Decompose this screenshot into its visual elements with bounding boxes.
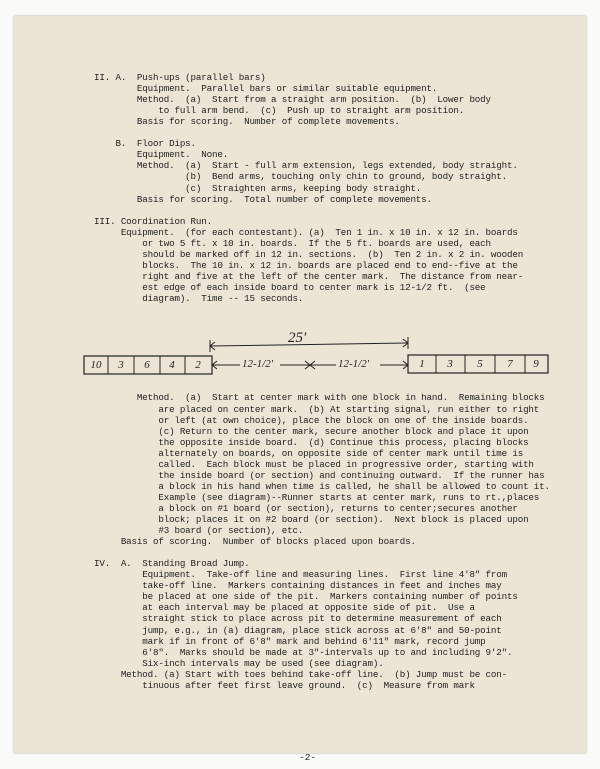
text-line: mark if in front of 6'8" mark and behind 6'11" mark, record jump <box>94 635 486 647</box>
text-line: take-off line. Markers containing distances in feet and inches may <box>94 580 502 592</box>
text-line: Method. (a) Start with toes behind take-off line. (b) Jump must be con- <box>94 668 507 680</box>
text-line: Equipment. None. <box>94 149 229 161</box>
left-board-label: 10 <box>90 359 102 371</box>
text-line: blocks. The 10 in. x 12 in. boards are placed end to end--five at the <box>94 259 518 271</box>
text-line: a block on #1 board (or section), returns to center;secures another <box>94 502 518 514</box>
right-board-label: 1 <box>419 358 425 370</box>
text-line: should be marked off in 12 in. sections. (b) Ten 2 in. x 2 in. wooden <box>94 248 524 260</box>
left-board-label: 2 <box>195 359 201 371</box>
right-board-label: 3 <box>447 358 453 370</box>
text-line: the inside board (or section) and continuing outward. If the runner has <box>94 469 545 481</box>
left-board-label: 4 <box>169 359 175 371</box>
text-line: straight stick to place across pit to determine measurement of each <box>94 613 502 625</box>
overall-distance-label: 25' <box>288 330 307 346</box>
text-line: est edge of each inside board to center mark is 12-1/2 ft. (see <box>94 281 486 293</box>
text-line: block; places it on #2 board (or section). Next block is placed upon <box>94 514 529 525</box>
right-board-label: 5 <box>477 358 483 370</box>
text-line: Basis for scoring. Number of complete movements. <box>94 116 400 128</box>
left-board-label: 6 <box>144 359 150 371</box>
left-board-label: 3 <box>118 359 124 371</box>
text-line: be placed at one side of the pit. Markers containing number of points <box>94 591 518 603</box>
page-number: -2- <box>299 752 317 763</box>
text-line: at each interval may be placed at opposite side of pit. Use a <box>94 602 475 614</box>
text-line: tinuous after feet first leave ground. (c) Measure from mark <box>94 679 475 691</box>
text-line: III. Coordination Run. <box>94 215 212 227</box>
text-line: a block in his hand when time is called, he shall be allowed to count it. <box>94 480 550 492</box>
text-line: IV. A. Standing Broad Jump. <box>94 558 250 570</box>
text-line: Method. (a) Start at center mark with one block in hand. Remaining blocks <box>94 392 545 404</box>
coordination-run-diagram <box>74 332 574 392</box>
left-gap-label: 12-1/2' <box>242 358 274 370</box>
text-line: Basis for scoring. Total number of complete movements. <box>94 193 432 205</box>
text-line: Equipment. Take-off line and measuring lines. First line 4'8" from <box>94 569 507 581</box>
text-line: Example (see diagram)--Runner starts at center mark, runs to rt.,places <box>94 491 540 503</box>
text-line: right and five at the left of the center mark. The distance from near- <box>94 270 524 282</box>
text-line: alternately on boards, on opposite side of center mark until time is <box>94 447 524 459</box>
text-line: Method. (a) Start from a straight arm position. (b) Lower body <box>94 94 491 106</box>
text-line: or two 5 ft. x 10 in. boards. If the 5 ft. boards are used, each <box>94 237 491 249</box>
text-line: diagram). Time -- 15 seconds. <box>94 293 304 304</box>
text-line: to full arm bend. (c) Push up to straight arm position. <box>94 105 465 117</box>
overall-dimension-line <box>210 343 408 346</box>
text-line: Method. (a) Start - full arm extension, legs extended, body straight. <box>94 160 518 172</box>
right-board-label: 7 <box>507 358 513 370</box>
text-line: are placed on center mark. (b) At starting signal, run either to right <box>94 403 540 415</box>
text-line: (c) Straighten arms, keeping body straight. <box>94 182 422 194</box>
text-line: jump, e.g., in (a) diagram, place stick across at 6'8" and 50-point <box>94 624 502 636</box>
text-line: B. Floor Dips. <box>94 138 196 150</box>
text-line: II. A. Push-ups (parallel bars) <box>94 72 266 83</box>
text-line: (b) Bend arms, touching only chin to ground, body straight. <box>94 171 507 183</box>
right-gap-label: 12-1/2' <box>338 358 370 370</box>
document-page <box>14 16 586 763</box>
text-line: Equipment. Parallel bars or similar suitable equipment. <box>94 83 438 95</box>
text-line: (c) Return to the center mark, secure another block and place it upon <box>94 425 529 437</box>
text-line: Six-inch intervals may be used (see diagram). <box>94 657 384 669</box>
right-board-label: 9 <box>533 358 539 370</box>
text-line: or left (at own choice), place the block on one of the inside boards. <box>94 414 529 426</box>
text-line: the opposite inside board. (d) Continue this process, placing blocks <box>94 436 529 448</box>
text-line: 6'8". Marks should be made at 3"-intervals up to and including 9'2". <box>94 646 513 658</box>
text-line: Equipment. (for each contestant). (a) Ten 1 in. x 10 in. x 12 in. boards <box>94 226 518 238</box>
text-line: called. Each block must be placed in progressive order, starting with <box>94 458 534 470</box>
text-line: #3 board (or section), etc. <box>94 525 304 537</box>
text-line: Basis of scoring. Number of blocks placed upon boards. <box>94 536 416 548</box>
